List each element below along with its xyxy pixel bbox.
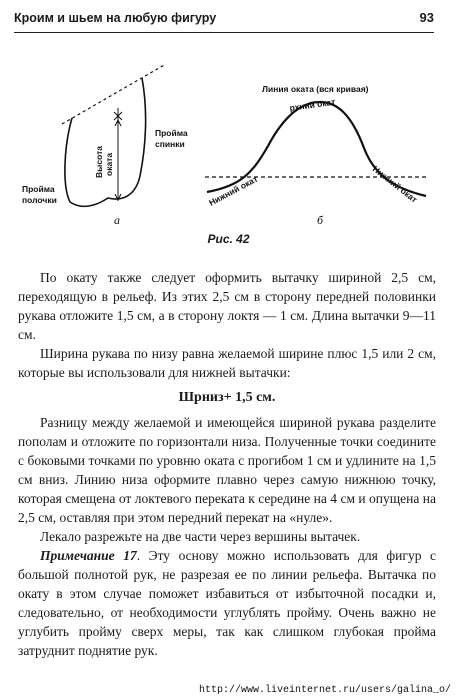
armhole-curve (65, 78, 146, 206)
formula: Шрниз+ 1,5 см. (178, 390, 276, 405)
page-header (14, 10, 434, 33)
label-lower-cap-right: Нижний окат (370, 163, 420, 205)
dashed-tangent-line (62, 64, 166, 124)
label-upper-cap: рхний окат (288, 96, 336, 113)
label-lower-cap-left: Нижний окат (207, 173, 260, 208)
label-front-2: полочки (22, 195, 57, 205)
paragraph-2: Ширина рукава по низу равна желаемой ширине плюс 1,5 или 2 см, которые вы использовали для нижней вытачки: (18, 346, 436, 380)
label-height-2: оката (104, 152, 114, 176)
label-front-1: Пройма (22, 184, 55, 194)
armhole-drawing (22, 64, 188, 227)
footer-url: http://www.liveinternet.ru/users/galina_o/ (198, 685, 451, 696)
label-height-1: Высота (94, 146, 104, 178)
subfigure-letter-b: б (317, 213, 324, 227)
figure-caption: Рис. 42 (207, 232, 250, 246)
body-text (18, 268, 436, 660)
label-back-1: Пройма (155, 128, 188, 138)
page-number: 93 (419, 10, 434, 25)
paragraph-3: Разницу между желаемой и имеющейся шириной рукава разделите пополам и отложите по горизонтали низа. Полученные точки соедините с боковыми точками по уровню оката с прогибом 1 см и удлините на 1,5 см вниз. Линию низа оформите плавно через самую нижнюю точку, которая смещена от локтевого переката к середине на 4 см и опущена на 2,5 см, оставляя при этом передний перекат на «нуле». (18, 415, 436, 525)
note-label: Примечание 17 (40, 548, 137, 563)
note-text: . Эту основу можно использовать для фигур с большой полнотой рук, не разрезая ее по линии рельефа. Вытачка по окату в этом случае поможет избавиться от избыточной посадки и, следовательно, от необходимости углублять пройму. Очень важно не углубить пройму сверх меры, так как слишком глубокая пройма затруднит поднятие рук. (18, 548, 436, 658)
figure-42 (0, 36, 457, 232)
paragraph-4: Лекало разрежьте на две части через вершины вытачек. (40, 529, 361, 544)
sleeve-cap-drawing (205, 84, 428, 227)
running-title: Кроим и шьем на любую фигуру (14, 11, 217, 25)
cap-line-title: Линия оката (вся кривая) (262, 84, 369, 94)
subfigure-letter-a: а (114, 213, 120, 227)
label-back-2: спинки (155, 139, 185, 149)
paragraph-1: По окату также следует оформить вытачку шириной 2,5 см, переходящую в рельеф. Из этих 2,5 см в сторону передней половинки рукава отложите 1,5 см, а в сторону локтя — 1 см. Длина вытачки 9—11 см. (18, 270, 436, 342)
note-paragraph (18, 546, 436, 660)
